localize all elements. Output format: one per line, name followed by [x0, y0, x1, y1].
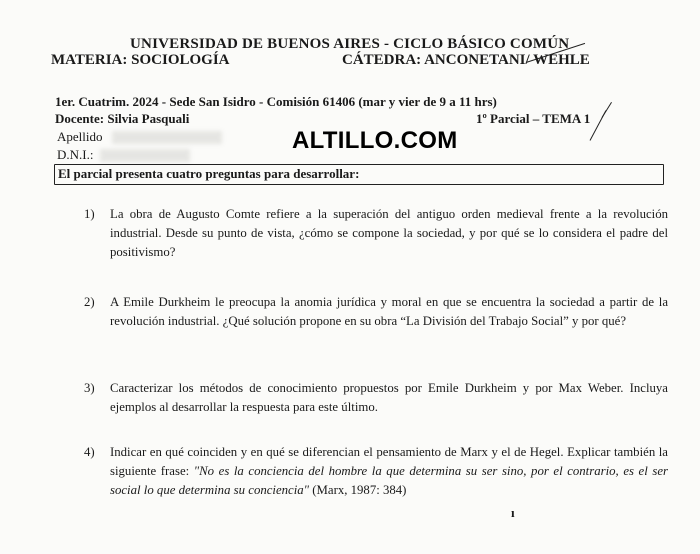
question-text: A Emile Durkheim le preocupa la anomia jurídica y moral en que se encuentra la sociedad a partir de la revolución industrial. ¿Qué solución propone en su obra “La División del Trabajo Social” y por qué?	[110, 295, 668, 328]
redacted-id	[100, 149, 190, 162]
question-text: Caracterizar los métodos de conocimiento propuestos por Emile Durkheim y por Max Weber. Incluya ejemplos al desarrollar la respuesta para este último.	[110, 381, 668, 414]
id-field-label: D.N.I.:	[57, 147, 94, 162]
subject-label: MATERIA: SOCIOLOGÍA	[51, 52, 230, 68]
intro-box	[54, 164, 664, 185]
surname-field-label: Apellido	[57, 129, 103, 144]
exam-topic-label: 1º Parcial – TEMA 1	[476, 111, 591, 126]
question-number: 2)	[84, 295, 95, 309]
pen-tick-mark: ı	[511, 505, 515, 520]
citation: (Marx, 1987: 384)	[309, 483, 407, 497]
question-number: 1)	[84, 207, 95, 221]
marx-quote: "No es la conciencia del hombre la que determina su ser sino, por el contrario, es el ser social lo que determina su conciencia"	[110, 464, 668, 497]
question-2	[84, 293, 668, 331]
question-3	[84, 379, 668, 417]
question-text	[110, 443, 668, 500]
watermark-text: ALTILLO.COM	[292, 127, 458, 154]
intro-text: El parcial presenta cuatro preguntas para desarrollar:	[58, 166, 360, 181]
teacher-label: Docente: Silvia Pasquali	[55, 111, 190, 126]
term-info: 1er. Cuatrim. 2024 - Sede San Isidro - Comisión 61406 (mar y vier de 9 a 11 hrs)	[55, 94, 497, 109]
redacted-surname	[112, 131, 222, 144]
chair-label: CÁTEDRA: ANCONETANI/ WEHLE	[342, 52, 590, 68]
question-1	[84, 205, 668, 262]
question-number: 3)	[84, 381, 95, 395]
question-number: 4)	[84, 445, 95, 459]
university-heading: UNIVERSIDAD DE BUENOS AIRES - CICLO BÁSICO COMÚN	[130, 36, 570, 52]
pen-slash-mark-2	[602, 102, 612, 118]
question-text: La obra de Augusto Comte refiere a la superación del antiguo orden medieval frente a la revolución industrial. Desde su punto de vista, ¿cómo se compone la sociedad, y por qué se lo considera el padre del positivismo?	[110, 207, 668, 259]
question-4	[84, 443, 668, 500]
question-text-plain: Indicar en qué coinciden y en qué se diferencian el pensamiento de Marx y el de Hegel. Explicar también la siguiente frase:	[110, 445, 668, 478]
